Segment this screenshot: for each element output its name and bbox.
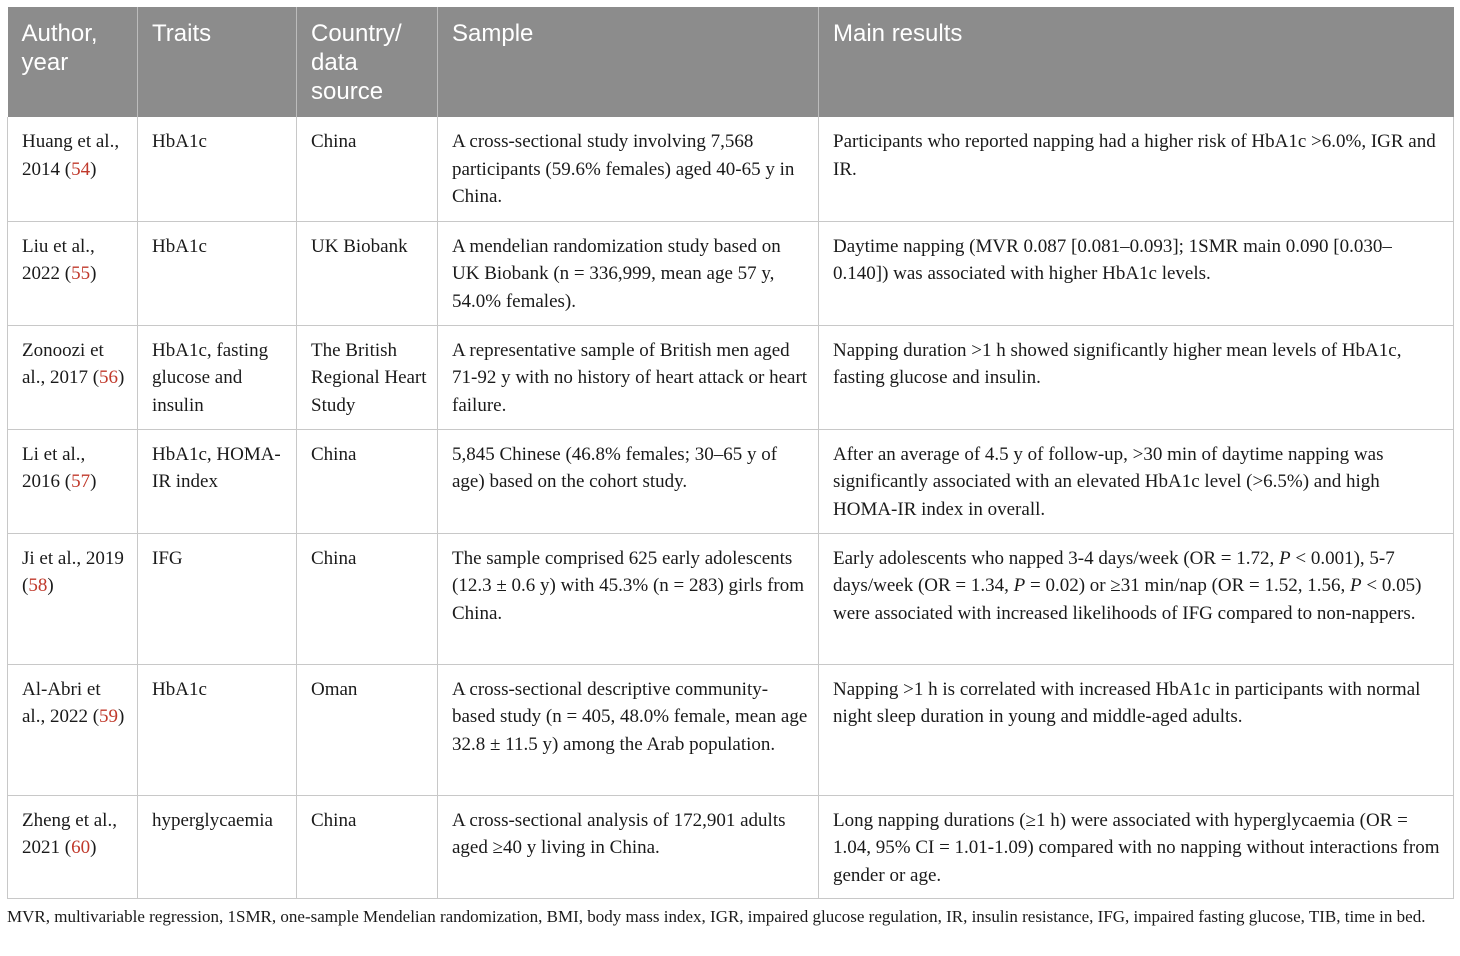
author-text-end: ) (90, 471, 97, 492)
cell-traits: HbA1c, HOMA-IR index (138, 429, 297, 533)
reference-link[interactable]: 55 (71, 263, 91, 284)
cell-traits: HbA1c, fasting glucose and insulin (138, 325, 297, 429)
cell-traits: IFG (138, 533, 297, 664)
author-text-end: ) (47, 575, 54, 596)
cell-results (819, 533, 1454, 664)
cell-author (8, 664, 138, 795)
cell-author (8, 325, 138, 429)
cell-country: China (297, 795, 438, 899)
table-row (8, 533, 1454, 664)
cell-sample: A cross-sectional analysis of 172,901 adults aged ≥40 y living in China. (438, 795, 819, 899)
header-author-year: Author, year (8, 7, 138, 117)
reference-link[interactable]: 54 (71, 158, 91, 180)
cell-author (8, 221, 138, 325)
p-value-symbol: P (1350, 575, 1362, 596)
results-text: < 0.05) were associated with increased likelihoods of IFG compared to non-nappers. (833, 575, 1422, 624)
reference-link[interactable]: 56 (99, 367, 119, 388)
results-text: Early adolescents who napped 3-4 days/week (OR = 1.72, (833, 547, 1280, 569)
table-row (8, 795, 1454, 899)
author-text: Huang et al., 2014 ( (22, 131, 120, 180)
table-row (8, 664, 1454, 795)
cell-traits: hyperglycaemia (138, 795, 297, 899)
header-traits: Traits (138, 7, 297, 117)
cell-results: Napping duration >1 h showed significantly higher mean levels of HbA1c, fasting glucose and insulin. (819, 325, 1454, 429)
cell-results: Long napping durations (≥1 h) were associated with hyperglycaemia (OR = 1.04, 95% CI = 1.01-1.09) compared with no napping without interactions from gender or age. (819, 795, 1454, 899)
author-text-end: ) (118, 706, 125, 727)
cell-author (8, 533, 138, 664)
cell-author (8, 795, 138, 899)
cell-sample: The sample comprised 625 early adolescents (12.3 ± 0.6 y) with 45.3% (n = 283) girls from China. (438, 533, 819, 664)
cell-results: After an average of 4.5 y of follow-up, >30 min of daytime napping was significantly associated with an elevated HbA1c level (>6.5%) and high HOMA-IR index in overall. (819, 429, 1454, 533)
cell-country: UK Biobank (297, 221, 438, 325)
cell-sample: A cross-sectional study involving 7,568 participants (59.6% females) aged 40-65 y in China. (438, 117, 819, 221)
author-text: Al-Abri et al., 2022 ( (22, 678, 101, 727)
author-text: Zheng et al., 2021 ( (22, 809, 117, 858)
author-text-end: ) (90, 263, 97, 284)
cell-results: Participants who reported napping had a higher risk of HbA1c >6.0%, IGR and IR. (819, 117, 1454, 221)
table-row (8, 429, 1454, 533)
cell-author (8, 429, 138, 533)
author-text-end: ) (118, 367, 125, 388)
table-row (8, 117, 1454, 221)
cell-sample: A cross-sectional descriptive community-based study (n = 405, 48.0% female, mean age 32.8 ± 11.5 y) among the Arab population. (438, 664, 819, 795)
table-footnote: MVR, multivariable regression, 1SMR, one-sample Mendelian randomization, BMI, body mass index, IGR, impaired glucose regulation, IR, insulin resistance, IFG, impaired fasting glucose, TIB, time in bed. (7, 907, 1426, 926)
cell-results: Daytime napping (MVR 0.087 [0.081–0.093]; 1SMR main 0.090 [0.030–0.140]) was associated with higher HbA1c levels. (819, 221, 1454, 325)
cell-country: China (297, 429, 438, 533)
table-row (8, 325, 1454, 429)
cell-author (8, 117, 138, 221)
cell-country: China (297, 533, 438, 664)
cell-country: The British Regional Heart Study (297, 325, 438, 429)
author-text: Li et al., 2016 ( (22, 443, 86, 492)
p-value-symbol: P (1013, 575, 1026, 596)
table-row (8, 221, 1454, 325)
cell-country: Oman (297, 664, 438, 795)
cell-traits: HbA1c (138, 221, 297, 325)
napping-glycaemia-table (7, 7, 1454, 899)
header-sample: Sample (438, 7, 819, 117)
author-text-end: ) (90, 158, 97, 180)
reference-link[interactable]: 60 (71, 837, 91, 858)
author-text: Ji et al., 2019 ( (22, 547, 124, 596)
author-text: Zonoozi et al., 2017 ( (22, 339, 104, 388)
author-text-end: ) (90, 837, 97, 858)
results-text: = 0.02) or ≥31 min/nap (OR = 1.52, 1.56, (1025, 575, 1351, 596)
cell-sample: A mendelian randomization study based on UK Biobank (n = 336,999, mean age 57 y, 54.0% females). (438, 221, 819, 325)
cell-traits: HbA1c (138, 117, 297, 221)
results-text: < 0.001), 5-7 days/week (OR = 1.34, (833, 547, 1395, 596)
cell-results: Napping >1 h is correlated with increased HbA1c in participants with normal night sleep duration in young and middle-aged adults. (819, 664, 1454, 795)
reference-link[interactable]: 57 (71, 471, 91, 492)
cell-country: China (297, 117, 438, 221)
p-value-symbol: P (1279, 547, 1291, 569)
table-container (7, 7, 1453, 899)
header-country-data-source: Country/ data source (297, 7, 438, 117)
reference-link[interactable]: 58 (28, 575, 48, 596)
header-main-results: Main results (819, 7, 1454, 117)
reference-link[interactable]: 59 (99, 706, 119, 727)
cell-sample: 5,845 Chinese (46.8% females; 30–65 y of age) based on the cohort study. (438, 429, 819, 533)
table-header-row (8, 7, 1454, 117)
cell-sample: A representative sample of British men aged 71-92 y with no history of heart attack or heart failure. (438, 325, 819, 429)
cell-traits: HbA1c (138, 664, 297, 795)
author-text: Liu et al., 2022 ( (22, 235, 95, 284)
